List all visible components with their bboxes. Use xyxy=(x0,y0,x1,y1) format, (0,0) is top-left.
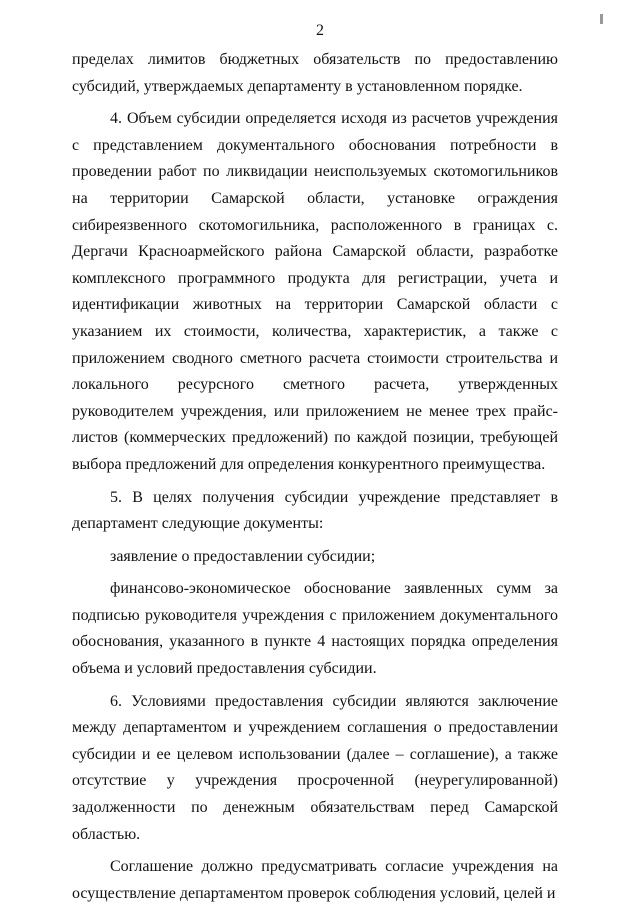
paragraph-application: заявление о предоставлении субсидии; xyxy=(110,547,376,565)
paragraph-item-5: 5. В целях получения субсидии учреждение представляет в департамент следующие документы: xyxy=(72,488,558,533)
page-number: 2 xyxy=(316,22,324,39)
paragraph-financial-justification: финансово-экономическое обоснование заявленных сумм за подписью руководителя учреждения с приложением документального обоснования, указанного в пункте 4 настоящих порядка определения объема и условий предоставления субсидии. xyxy=(72,580,558,678)
document-body xyxy=(72,47,558,907)
paragraph-item-4: 4. Объем субсидии определяется исходя из расчетов учреждения с представлением документального обоснования потребности в проведении работ по ликвидации неиспользуемых скотомогильников на территории Самарской области, установке ограждения сибиреязвенного скотомогильника, расположенного в границах с. Дергачи Красноармейского района Самарской области, разработке комплексного программного продукта для регистрации, учета и идентификации животных на территории Самарской области с указанием их стоимости, количества, характеристик, а также с приложением сводного сметного расчета стоимости строительства и локального ресурсного сметного расчета, утвержденных руководителем учреждения, или приложением не менее трех прайс-листов (коммерческих предложений) по каждой позиции, требующей выбора предложений для определения конкурентного преимущества. xyxy=(72,110,558,473)
paragraph-agreement: Соглашение должно предусматривать согласие учреждения на осуществление департаментом проверок соблюдения условий, целей и xyxy=(72,858,558,902)
paragraph-item-6: 6. Условиями предоставления субсидии являются заключение между департаментом и учреждением соглашения о предоставлении субсидии и ее целевом использовании (далее – соглашение), а также отсутствие у учреждения просроченной (неурегулированной) задолженности по денежным обязательствам перед Самарской областью. xyxy=(72,692,558,843)
paragraph-continuation: пределах лимитов бюджетных обязательств по предоставлению субсидий, утверждаемых департаменту в установленном порядке. xyxy=(72,51,558,95)
